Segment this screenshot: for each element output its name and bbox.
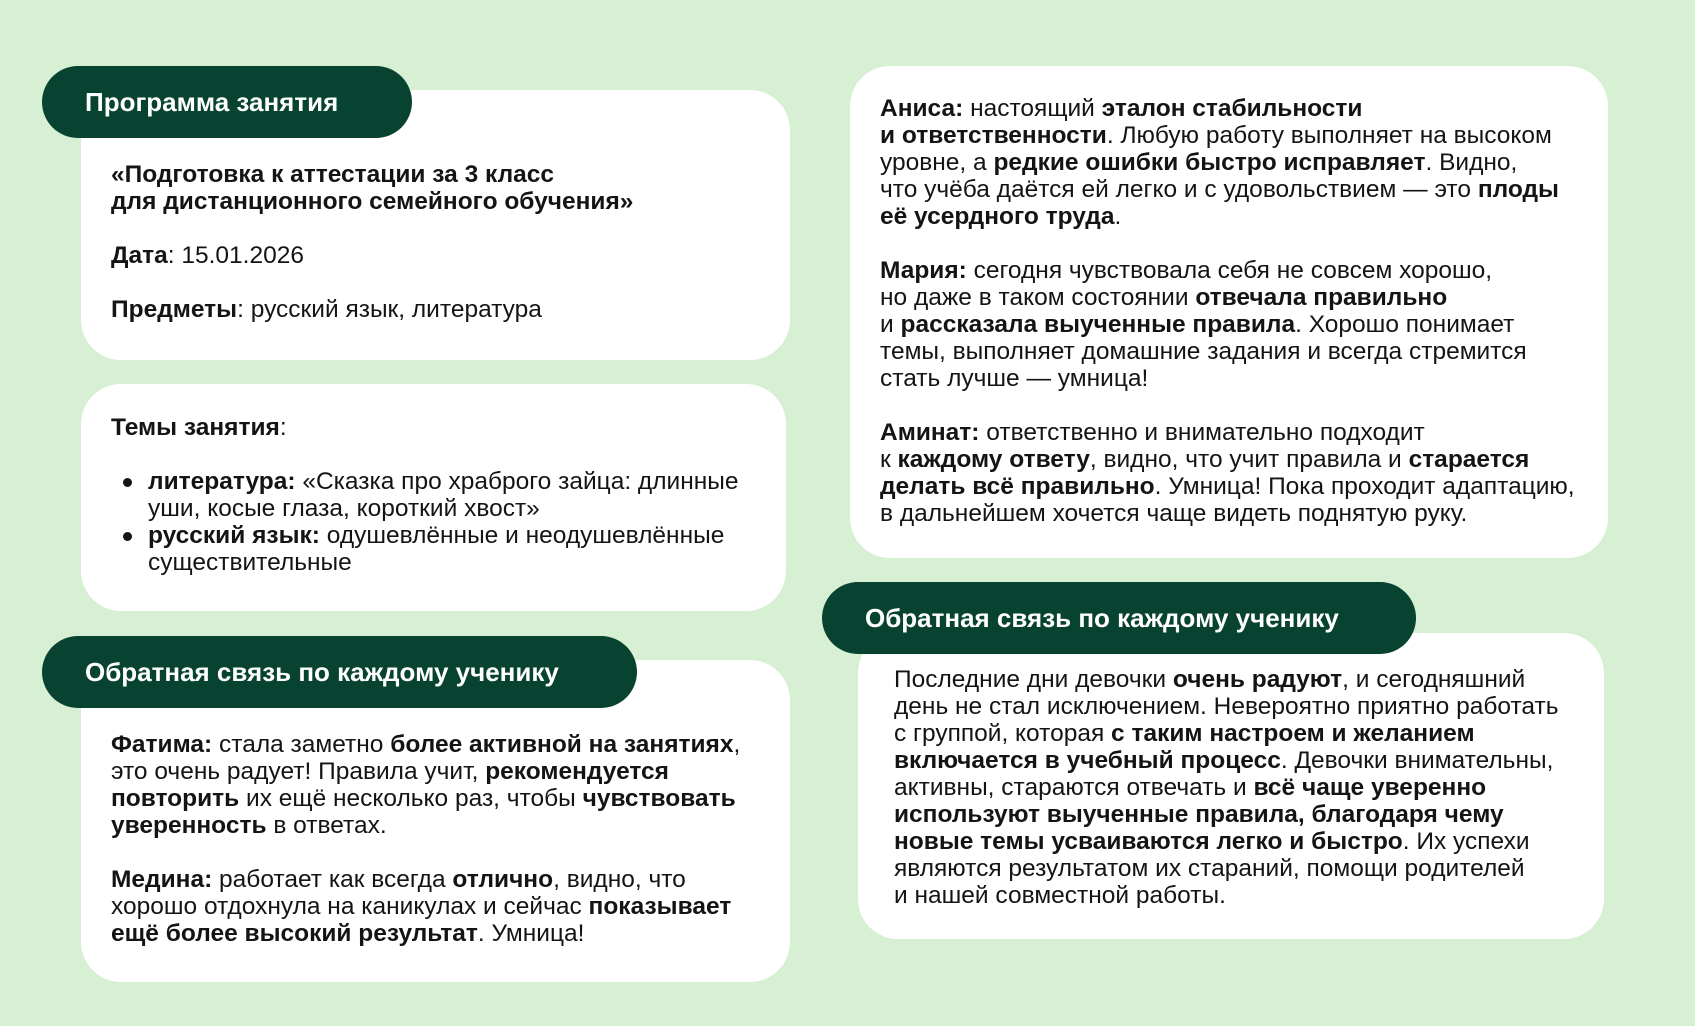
topics-card xyxy=(81,384,786,611)
program-heading: Программа занятия xyxy=(42,66,412,138)
group-feedback: Последние дни девочки очень радуют, и сегодняшний день не стал исключением. Невероятно приятно работать с группой, которая с таким настроем и желанием включается в учебный процесс. Девочки внимательны, активны, стараются отвечать и всё чаще уверенно используют выученные правила, благодаря чему новые темы усваиваются легко и быстро. Их успехи являются результатом их стараний, помощи родителей и нашей совместной работы. xyxy=(894,666,1559,909)
topics-label: Темы занятия: xyxy=(111,414,287,441)
student-anisa: Аниса: настоящий эталон стабильности и ответственности. Любую работу выполняет на высоком уровне, а редкие ошибки быстро исправляет. Видно, что учёба даётся ей легко и с удовольствием — это плоды её усердного труда. xyxy=(880,95,1559,230)
feedback-left-heading: Обратная связь по каждому ученику xyxy=(42,636,637,708)
bullet-icon xyxy=(123,478,132,487)
bullet-icon xyxy=(123,532,132,541)
list-item: литература: «Сказка про храброго зайца: длинные уши, косые глаза, короткий хвост» xyxy=(148,468,786,522)
student-aminat: Аминат: ответственно и внимательно подходит к каждому ответу, видно, что учит правила и старается делать всё правильно. Умница! Пока проходит адаптацию, в дальнейшем хочется чаще видеть поднятую руку. xyxy=(880,419,1575,527)
lesson-subjects: Предметы: русский язык, литература xyxy=(111,296,542,323)
students-card xyxy=(850,66,1608,558)
lesson-title: «Подготовка к аттестации за 3 класс для дистанционного семейного обучения» xyxy=(111,161,634,215)
lesson-date: Дата: 15.01.2026 xyxy=(111,242,304,269)
student-fatima: Фатима: стала заметно более активной на занятиях, это очень радует! Правила учит, рекомендуется повторить их ещё несколько раз, чтобы чувствовать уверенность в ответах. xyxy=(111,731,741,839)
feedback-right-card xyxy=(858,633,1604,939)
topics-list xyxy=(111,468,786,576)
student-maria: Мария: сегодня чувствовала себя не совсем хорошо, но даже в таком состоянии отвечала правильно и рассказала выученные правила. Хорошо понимает темы, выполняет домашние задания и всегда стремится стать лучше — умница! xyxy=(880,257,1527,392)
list-item: русский язык: одушевлённые и неодушевлённые существительные xyxy=(148,522,786,576)
feedback-left-card xyxy=(81,660,790,982)
feedback-right-heading: Обратная связь по каждому ученику xyxy=(822,582,1416,654)
student-medina: Медина: работает как всегда отлично, видно, что хорошо отдохнула на каникулах и сейчас показывает ещё более высокий результат. Умница! xyxy=(111,866,732,947)
